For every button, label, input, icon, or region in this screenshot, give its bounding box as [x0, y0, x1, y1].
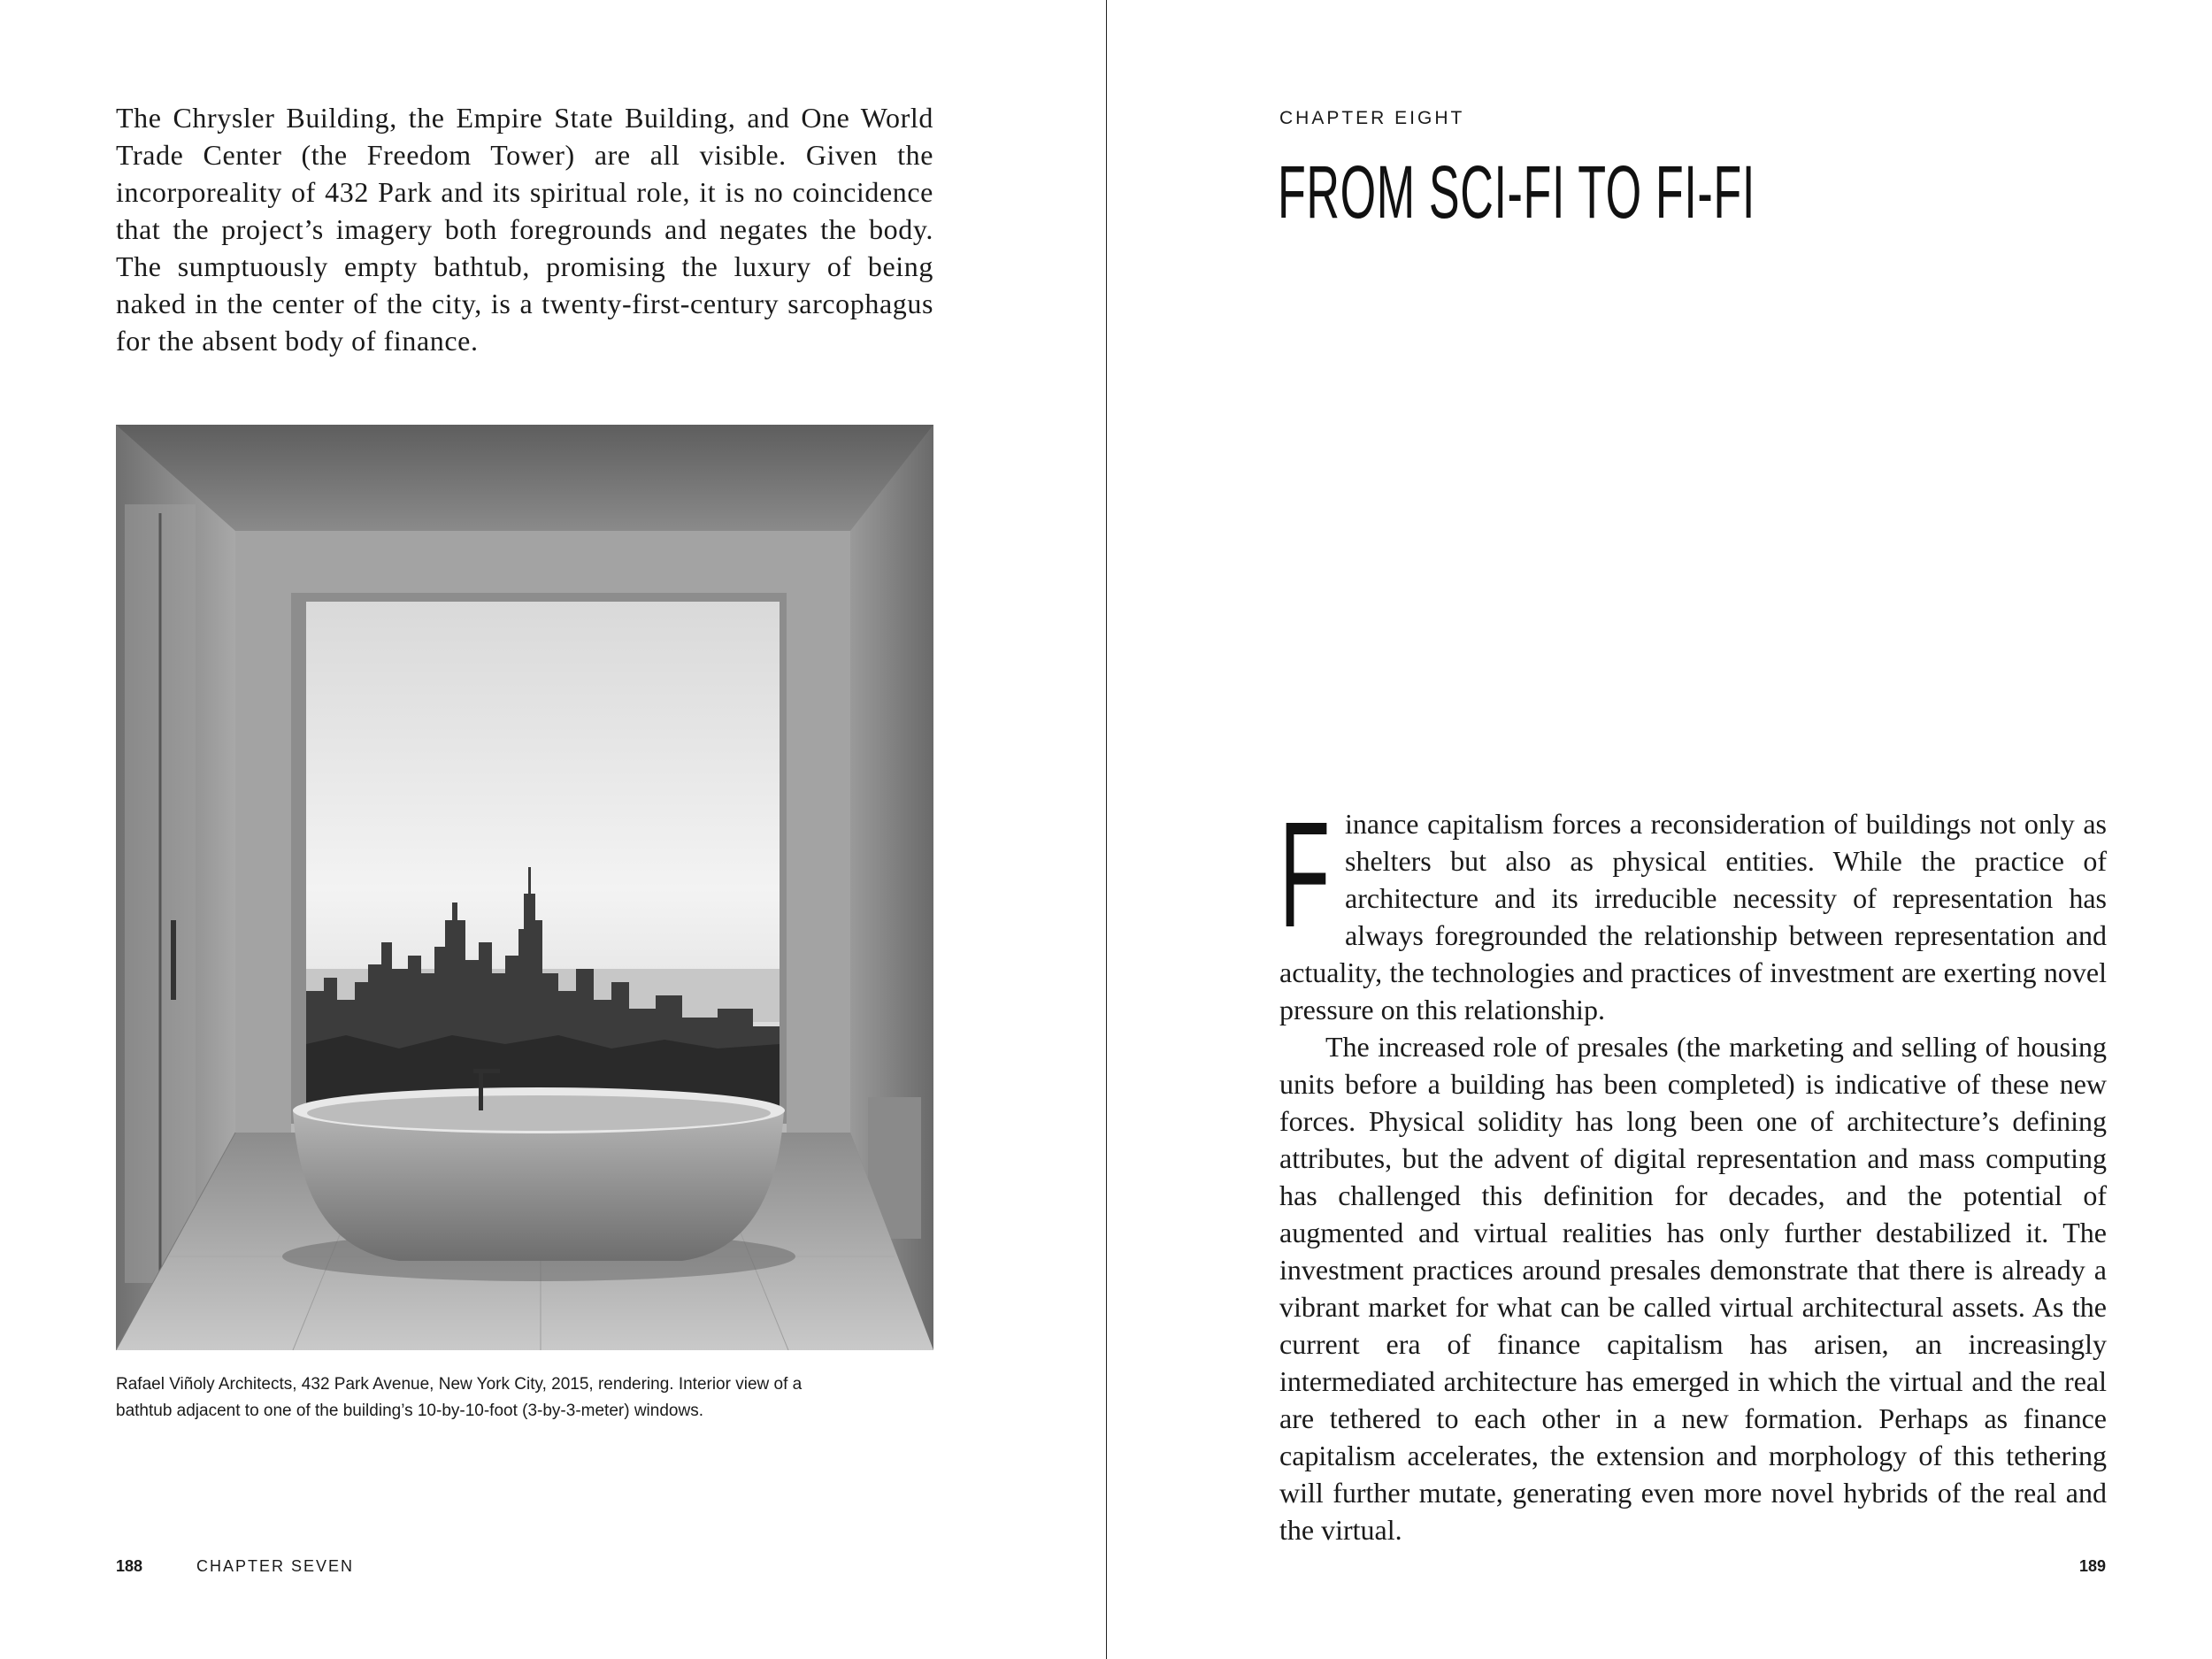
page-number-left: 188 — [116, 1557, 143, 1575]
right-page — [1107, 0, 2212, 1659]
left-body-text: The Chrysler Building, the Empire State Building, and One World Trade Center (the Freedom Tower) are all visible. Given the incorporeality of 432 Park and its spiritual role, it is no coincidence that the project’s imagery both foregrounds and negates the body. The sumptuously empty bathtub, promising the luxury of being naked in the center of the city, is a twenty-first-century sarcophagus for the absent body of finance. — [116, 102, 933, 357]
running-head-left: CHAPTER SEVEN — [196, 1557, 355, 1575]
drop-cap: F — [1279, 791, 1331, 959]
page-number-right: 189 — [2078, 1557, 2106, 1575]
right-body-text — [1279, 791, 2107, 1548]
paragraph-2: The increased role of presales (the marketing and selling of housing units before a building has been completed) is indicative of these new forces. Physical solidity has long been one of architecture’s defining attributes, but the advent of digital representation and mass computing has challenged this definition for decades, and the potential of augmented and virtual realities has only further destabilized it. The investment practices around presales demonstrate that there is already a vibrant market for what can be called virtual architectural assets. As the current era of finance capitalism has arisen, an increasingly intermediated architecture has emerged in which the virtual and the real are tethered to each other in a new formation. Perhaps as finance capitalism accelerates, the extension and morphology of this tethering will further mutate, generating even more novel hybrids of the real and the virtual. — [1279, 1031, 2107, 1546]
figure-caption: Rafael Viñoly Architects, 432 Park Avenue, New York City, 2015, rendering. Interior view of a bathtub adjacent to one of the building’s 10-by-10-foot (3-by-3-meter) windows. — [116, 1375, 803, 1420]
chapter-label: CHAPTER EIGHT — [1279, 108, 1465, 128]
photo-illustration — [116, 425, 933, 1350]
paragraph-1: inance capitalism forces a reconsideration of buildings not only as shelters but also as physical entities. While the practice of architecture and its irreducible necessity of representation has always foregrounded the relationship between representation and actuality, the technologies and practices of investment are exerting novel pressure on this relationship. — [1279, 808, 2107, 1025]
chapter-title: FROM SCI-FI TO FI-FI — [1278, 150, 1755, 234]
bathroom-rendering-image — [116, 425, 933, 1350]
